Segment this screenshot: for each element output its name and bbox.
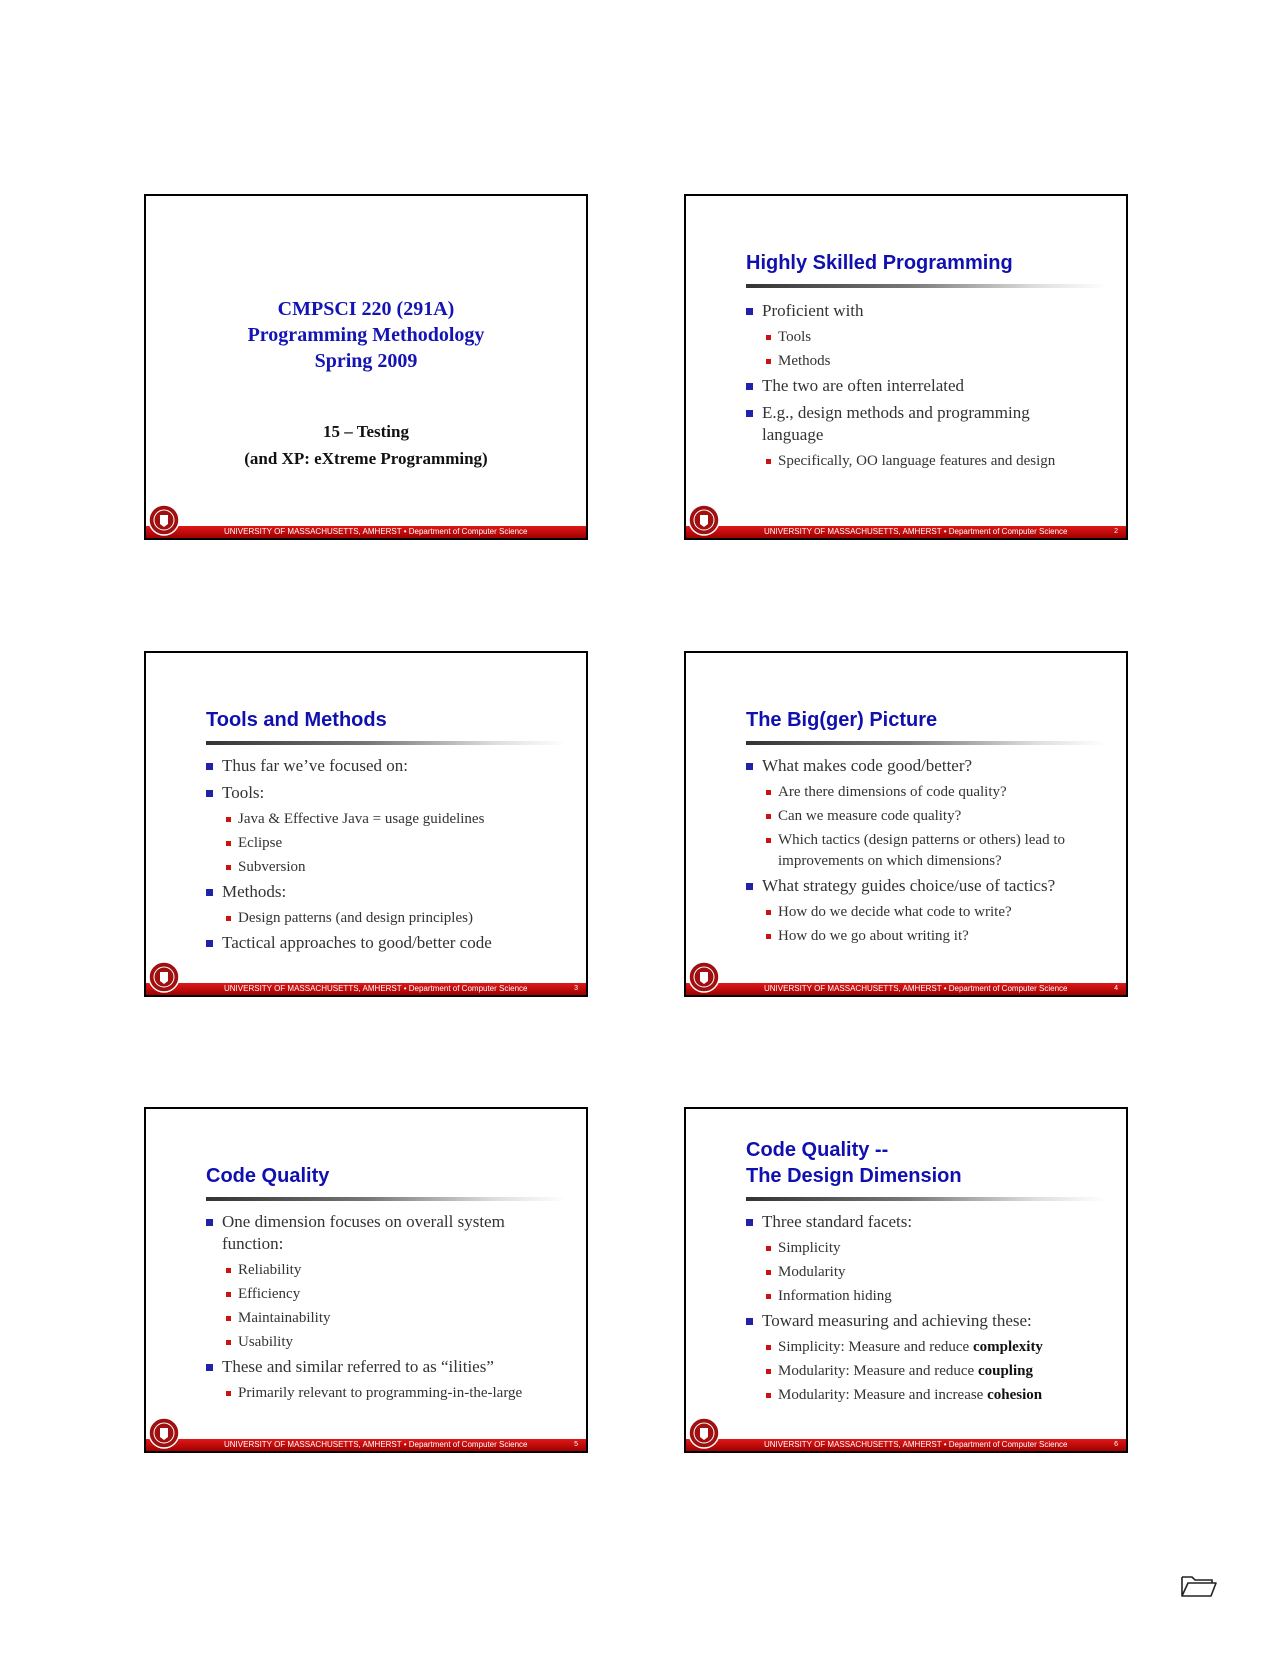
bullet-text: Modularity: Measure and increase bbox=[778, 1387, 988, 1403]
university-seal-icon bbox=[148, 961, 180, 993]
cover-subtitle bbox=[146, 418, 586, 472]
page-number: 6 bbox=[1114, 1441, 1118, 1448]
bullet-item: Information hiding bbox=[764, 1286, 1124, 1307]
footer-text: UNIVERSITY OF MASSACHUSETTS, AMHERST • Department of Computer Science bbox=[224, 527, 528, 536]
bullet-item: Reliability bbox=[224, 1260, 584, 1281]
title-rule bbox=[206, 1197, 566, 1201]
bullet-item: Efficiency bbox=[224, 1284, 584, 1305]
slide-title: The Big(ger) Picture bbox=[746, 709, 938, 731]
footer-text: UNIVERSITY OF MASSACHUSETTS, AMHERST • Department of Computer Science bbox=[224, 984, 528, 993]
slide-4 bbox=[684, 651, 1128, 997]
footer-text: UNIVERSITY OF MASSACHUSETTS, AMHERST • Department of Computer Science bbox=[224, 1440, 528, 1449]
slide-footer bbox=[146, 982, 586, 995]
slide-footer bbox=[146, 525, 586, 538]
cover-title bbox=[146, 296, 586, 374]
cover-line: CMPSCI 220 (291A) bbox=[277, 298, 455, 320]
slide-1 bbox=[144, 194, 588, 540]
bullet-item: How do we decide what code to write? bbox=[764, 902, 1124, 923]
bullet-item: Design patterns (and design principles) bbox=[224, 908, 584, 929]
slide-footer bbox=[686, 1438, 1126, 1451]
bullet-item: Methods: bbox=[204, 881, 584, 903]
bold-term: complexity bbox=[972, 1339, 1043, 1355]
bullet-item: Can we measure code quality? bbox=[764, 806, 1124, 827]
bullet-item: Methods bbox=[764, 351, 1124, 372]
slide-footer bbox=[686, 525, 1126, 538]
bullet-item bbox=[764, 1337, 1124, 1358]
slide-6 bbox=[684, 1107, 1128, 1453]
bullet-item: Tools bbox=[764, 327, 1124, 348]
bullet-list bbox=[744, 755, 1124, 950]
page-number: 4 bbox=[1114, 985, 1118, 992]
slide-title: Tools and Methods bbox=[206, 709, 387, 731]
bullet-text: Simplicity: Measure and reduce bbox=[778, 1339, 973, 1355]
bullet-list bbox=[204, 1211, 584, 1407]
bullet-item: E.g., design methods and programming language bbox=[744, 402, 1082, 446]
bold-term: cohesion bbox=[987, 1387, 1043, 1403]
cover-sub-line: (and XP: eXtreme Programming) bbox=[244, 449, 488, 468]
title-rule bbox=[746, 1197, 1106, 1201]
title-rule bbox=[746, 284, 1106, 288]
page-number: 5 bbox=[574, 1441, 578, 1448]
page-number: 3 bbox=[574, 985, 578, 992]
cover-line: Programming Methodology bbox=[247, 324, 485, 346]
bullet-item: Modularity bbox=[764, 1262, 1124, 1283]
bullet-list bbox=[744, 300, 1124, 475]
bullet-item: Subversion bbox=[224, 857, 584, 878]
university-seal-icon bbox=[688, 1417, 720, 1449]
slide-2 bbox=[684, 194, 1128, 540]
bullet-item: Tools: bbox=[204, 782, 584, 804]
cover-line: Spring 2009 bbox=[314, 350, 418, 372]
bold-term: coupling bbox=[977, 1363, 1033, 1379]
bullet-item: Java & Effective Java = usage guidelines bbox=[224, 809, 584, 830]
bullet-item: Eclipse bbox=[224, 833, 584, 854]
bullet-item: What strategy guides choice/use of tactics? bbox=[744, 875, 1124, 897]
slide-footer bbox=[686, 982, 1126, 995]
slide-5 bbox=[144, 1107, 588, 1453]
university-seal-icon bbox=[688, 504, 720, 536]
university-seal-icon bbox=[148, 1417, 180, 1449]
slide-footer bbox=[146, 1438, 586, 1451]
bullet-item: Simplicity bbox=[764, 1238, 1124, 1259]
bullet-item: Thus far we’ve focused on: bbox=[204, 755, 584, 777]
bullet-item: Are there dimensions of code quality? bbox=[764, 782, 1124, 803]
bullet-item: What makes code good/better? bbox=[744, 755, 1124, 777]
bullet-item: These and similar referred to as “ilities” bbox=[204, 1356, 584, 1378]
bullet-item: Tactical approaches to good/better code bbox=[204, 932, 584, 954]
bullet-item: How do we go about writing it? bbox=[764, 926, 1124, 947]
bullet-item: Usability bbox=[224, 1332, 584, 1353]
slide-3 bbox=[144, 651, 588, 997]
slide-title: Code Quality bbox=[206, 1165, 330, 1187]
university-seal-icon bbox=[688, 961, 720, 993]
bullet-item bbox=[764, 1385, 1124, 1406]
bullet-item: Specifically, OO language features and design bbox=[764, 451, 1124, 472]
bullet-item: Three standard facets: bbox=[744, 1211, 1124, 1233]
bullet-item: Which tactics (design patterns or others) lead to improvements on which dimensions? bbox=[764, 830, 1108, 872]
footer-text: UNIVERSITY OF MASSACHUSETTS, AMHERST • Department of Computer Science bbox=[764, 527, 1068, 536]
title-rule bbox=[206, 741, 566, 745]
bullet-list bbox=[744, 1211, 1124, 1409]
slide-title: Highly Skilled Programming bbox=[746, 252, 1013, 274]
page-number: 2 bbox=[1114, 528, 1118, 535]
bullet-item: One dimension focuses on overall system function: bbox=[204, 1211, 552, 1255]
folder-icon[interactable] bbox=[1180, 1572, 1218, 1598]
bullet-item: Maintainability bbox=[224, 1308, 584, 1329]
title-rule bbox=[746, 741, 1106, 745]
bullet-list bbox=[204, 755, 584, 959]
footer-text: UNIVERSITY OF MASSACHUSETTS, AMHERST • Department of Computer Science bbox=[764, 984, 1068, 993]
bullet-item: Primarily relevant to programming-in-the-large bbox=[224, 1383, 584, 1404]
bullet-item bbox=[764, 1361, 1124, 1382]
bullet-item: Toward measuring and achieving these: bbox=[744, 1310, 1124, 1332]
footer-text: UNIVERSITY OF MASSACHUSETTS, AMHERST • Department of Computer Science bbox=[764, 1440, 1068, 1449]
bullet-item: The two are often interrelated bbox=[744, 375, 1124, 397]
slide-title: Code Quality -- The Design Dimension bbox=[746, 1139, 962, 1187]
bullet-text: Modularity: Measure and reduce bbox=[778, 1363, 978, 1379]
cover-sub-line: 15 – Testing bbox=[323, 422, 409, 441]
university-seal-icon bbox=[148, 504, 180, 536]
bullet-item: Proficient with bbox=[744, 300, 1124, 322]
